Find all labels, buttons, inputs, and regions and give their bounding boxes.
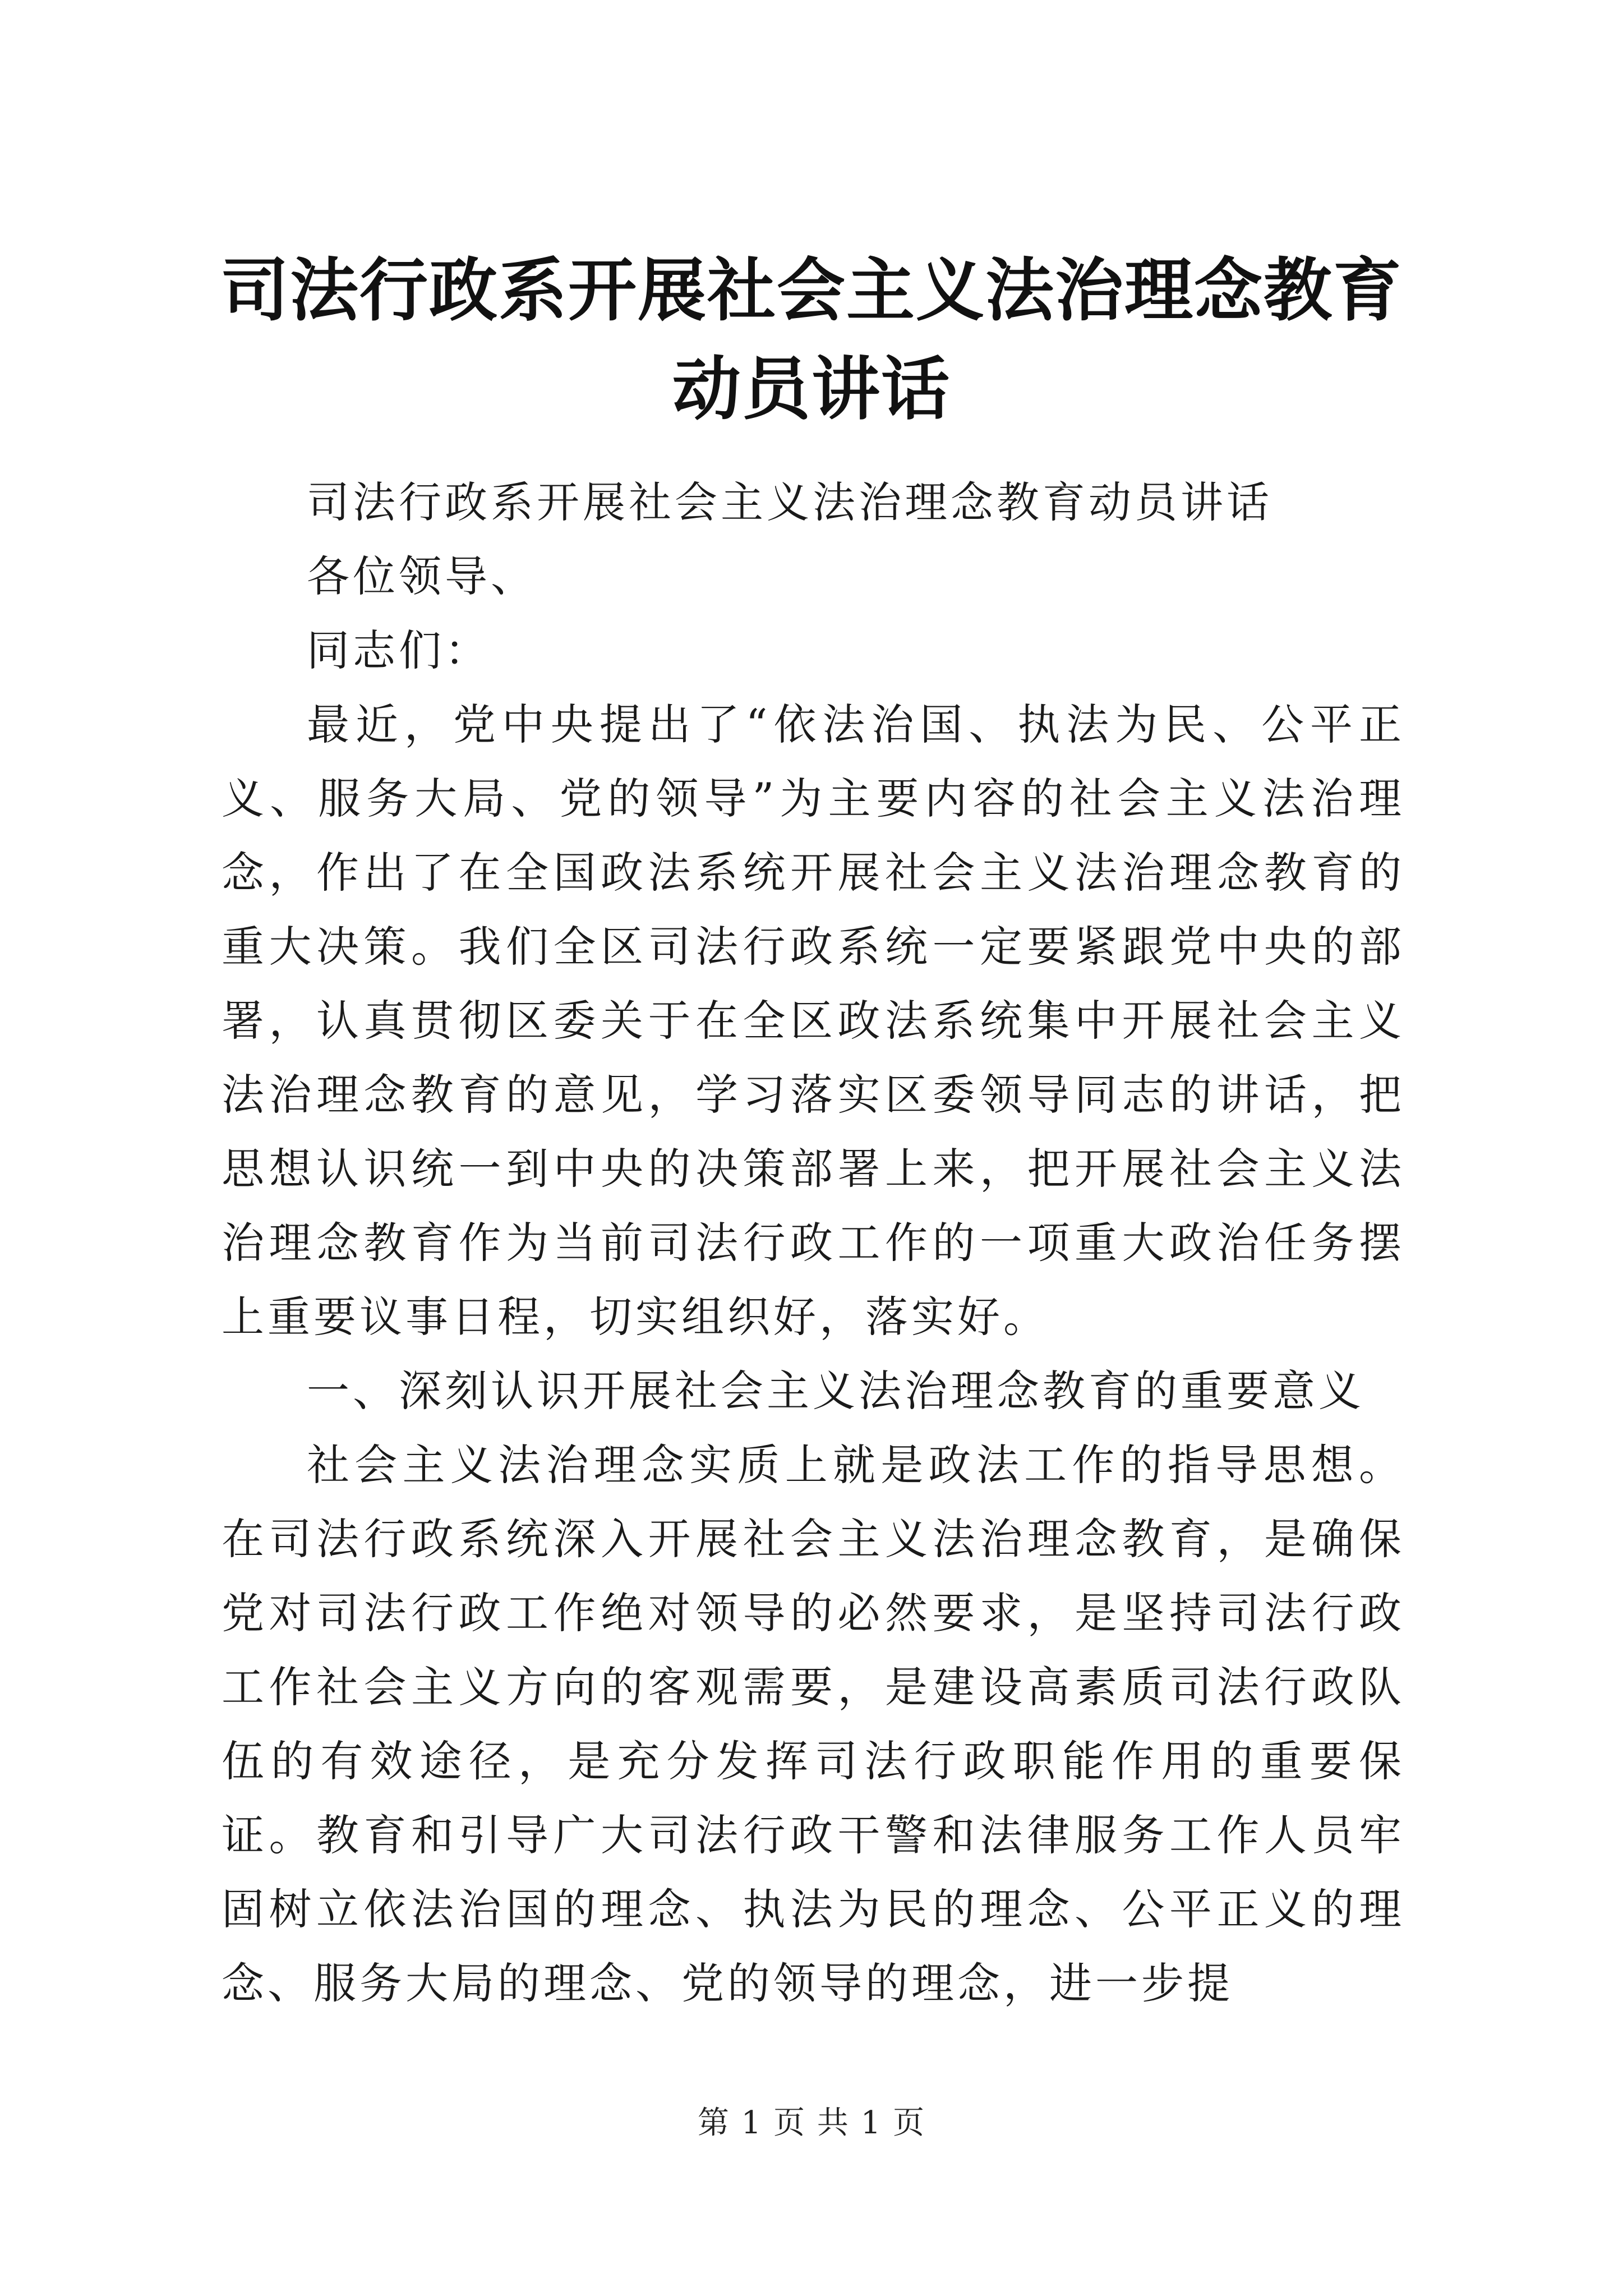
document-body [222, 466, 1405, 2021]
document-title: 司法行政系开展社会主义法治理念教育动员讲话 [220, 251, 1403, 429]
section-heading-1: 一、深刻认识开展社会主义法治理念教育的重要意义 [307, 1366, 1364, 1416]
paragraph-salutation-comrades: 同志们： [307, 625, 491, 675]
paragraph-salutation-leaders: 各位领导、 [307, 551, 537, 601]
paragraph-significance: 社会主义法治理念实质上就是政法工作的指导思想。在司法行政系统深入开展社会主义法治理念教育，是确保党对司法行政工作绝对领导的必然要求，是坚持司法行政工作社会主义方向的客观需要，是建设高素质司法行政队伍的有效途径，是充分发挥司法行政职能作用的重要保证。教育和引导广大司法行政干警和法律服务工作人员牢固树立依法治国的理念、执法为民的理念、公平正义的理念、服务大局的理念、党的领导的理念，进一步提 [222, 1440, 1405, 2008]
paragraph-subtitle: 司法行政系开展社会主义法治理念教育动员讲话 [307, 477, 1272, 527]
paragraph-intro: 最近，党中央提出了“依法治国、执法为民、公平正义、服务大局、党的领导”为主要内容的社会主义法治理念，作出了在全国政法系统开展社会主义法治理念教育的重大决策。我们全区司法行政系统一定要紧跟党中央的部署，认真贯彻区委关于在全区政法系统集中开展社会主义法治理念教育的意见，学习落实区委领导同志的讲话，把思想认识统一到中央的决策部署上来，把开展社会主义法治理念教育作为当前司法行政工作的一项重大政治任务摆上重要议事日程，切实组织好，落实好。 [222, 700, 1405, 1342]
page-footer: 第 1 页 共 1 页 [697, 2105, 926, 2141]
